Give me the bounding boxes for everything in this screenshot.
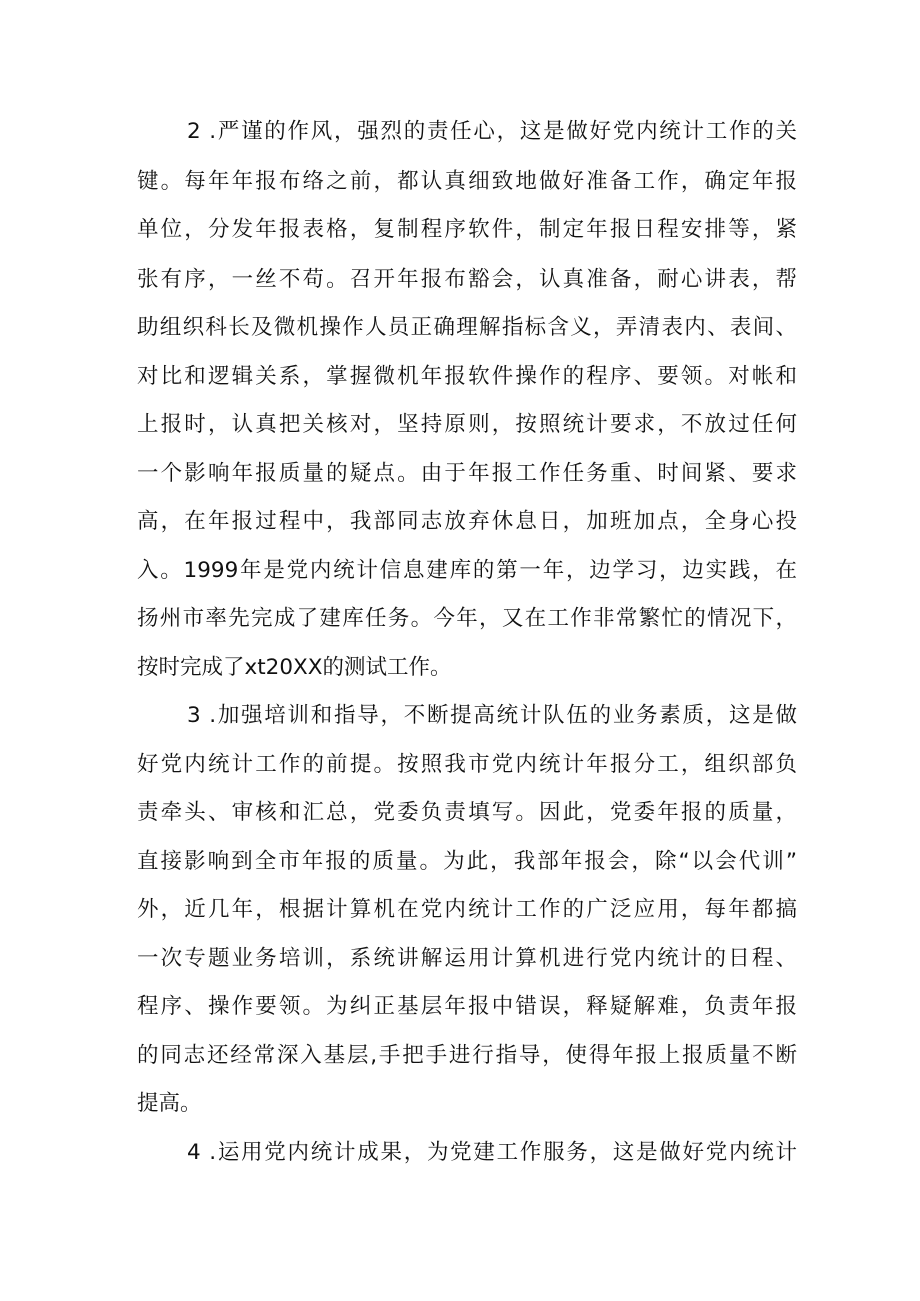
text-line: 提高。: [137, 1091, 202, 1116]
text-line: 3 .加强培训和指导，不断提高统计队伍的业务素质，这是做: [187, 703, 797, 728]
text-line: 键。每年年报布络之前，都认真细致地做好准备工作，确定年报: [137, 169, 797, 194]
text-line: 按时完成了xt20XX的测试工作。: [137, 655, 452, 680]
text-line: 的同志还经常深入基层,手把手进行指导，使得年报上报质量不断: [137, 1043, 797, 1068]
text-line: 一次专题业务培训，系统讲解运用计算机进行党内统计的日程、: [137, 946, 797, 971]
text-line: 4 .运用党内统计成果，为党建工作服务，这是做好党内统计: [187, 1140, 797, 1165]
text-line: 一个影响年报质量的疑点。由于年报工作任务重、时间紧、要求: [137, 461, 797, 486]
text-line: 外，近几年，根据计算机在党内统计工作的广泛应用，每年都搞: [137, 897, 797, 922]
text-line: 张有序，一丝不苟。召开年报布豁会，认真准备，耐心讲表，帮: [137, 267, 797, 292]
text-line: 上报时，认真把关核对，坚持原则，按照统计要求，不放过任何: [137, 412, 797, 437]
text-line: 入。1999年是党内统计信息建库的第一年，边学习，边实践，在: [137, 558, 797, 583]
text-line: 扬州市率先完成了建库任务。今年，又在工作非常繁忙的情况下，: [137, 606, 797, 631]
text-line: 2 .严谨的作风，强烈的责任心，这是做好党内统计工作的关: [187, 119, 797, 144]
text-line: 对比和逻辑关系，掌握微机年报软件操作的程序、要领。对帐和: [137, 364, 797, 389]
text-line: 直接影响到全市年报的质量。为此，我部年报会，除“以会代训”: [137, 849, 797, 874]
text-line: 高，在年报过程中，我部同志放弃休息日，加班加点，全身心投: [137, 509, 797, 534]
text-line: 助组织科长及微机操作人员正确理解指标含义，弄清表内、表间、: [137, 315, 797, 340]
text-line: 单位，分发年报表格，复制程序软件，制定年报日程安排等，紧: [137, 217, 797, 242]
text-line: 责牵头、审核和汇总，党委负责填写。因此，党委年报的质量，: [137, 800, 797, 825]
text-line: 好党内统计工作的前提。按照我市党内统计年报分工，组织部负: [137, 752, 797, 777]
text-line: 程序、操作要领。为纠正基层年报中错误，释疑解难，负责年报: [137, 994, 797, 1019]
